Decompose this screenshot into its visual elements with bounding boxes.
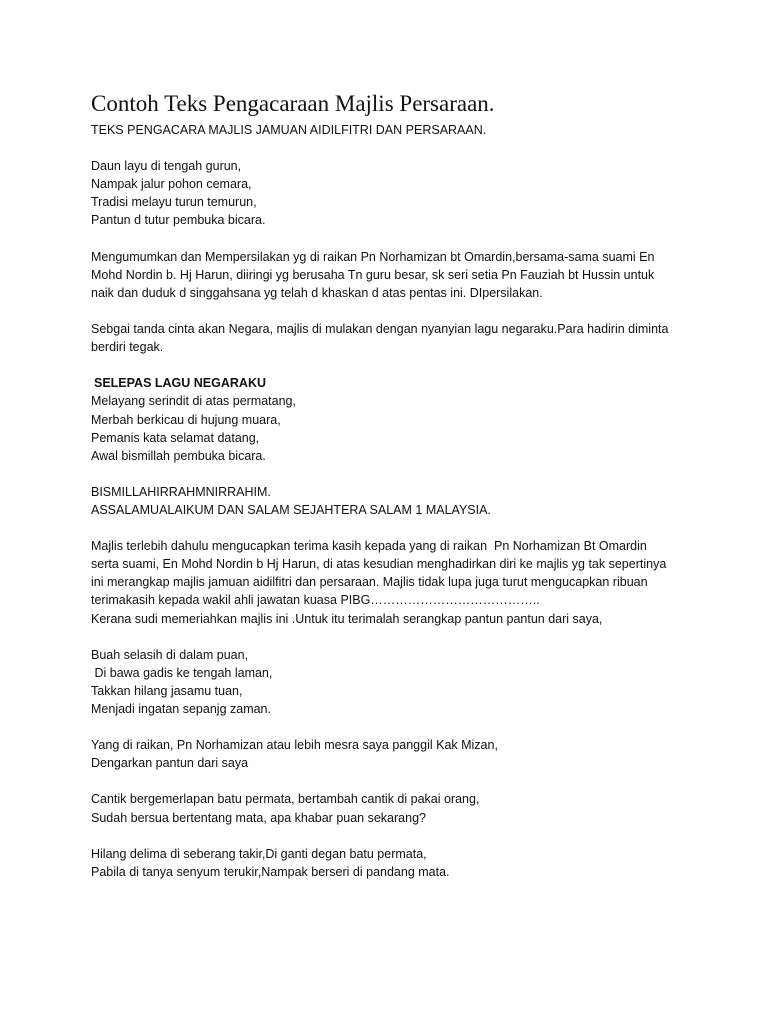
text-line: Mengumumkan dan Mempersilakan yg di raikan Pn Norhamizan bt Omardin,bersama-sama suami En <box>91 249 655 264</box>
text-line: Merbah berkicau di hujung muara, <box>91 412 281 427</box>
text-line: Majlis terlebih dahulu mengucapkan terima kasih kepada yang di raikan Pn Norhamizan Bt Omardin <box>91 539 647 554</box>
text-line: Pantun d tutur pembuka bicara. <box>91 213 266 228</box>
paragraph-gap <box>91 139 711 157</box>
text-line: Hilang delima di seberang takir,Di ganti degan batu permata, <box>91 846 427 861</box>
text-line: Menjadi ingatan sepanjg zaman. <box>91 702 271 716</box>
text-line: Buah selasih di dalam puan, <box>91 647 249 662</box>
text-line: terimakasih kepada wakil ahli jawatan kuasa PIBG………………………………….. <box>91 593 540 608</box>
text-line: Mohd Nordin b. Hj Harun, diiringi yg berusaha Tn guru besar, sk seri setia Pn Fauziah bt Hussin untuk <box>91 267 655 282</box>
section-heading: SELEPAS LAGU NEGARAKU <box>94 376 267 391</box>
paragraph-gap <box>91 772 711 790</box>
paragraph-gap <box>91 465 711 483</box>
text-line: Awal bismillah pembuka bicara. <box>91 448 266 463</box>
text-line: Sudah bersua bertentang mata, apa khabar puan sekarang? <box>91 810 426 825</box>
paragraph-gap <box>91 302 711 320</box>
paragraph-gap <box>91 628 711 646</box>
paragraph-gap <box>91 827 711 845</box>
text-line: Kerana sudi memeriahkan majlis ini .Untuk itu terimalah serangkap pantun pantun dari saya, <box>91 611 603 626</box>
text-line: ASSALAMUALAIKUM DAN SALAM SEJAHTERA SALAM 1 MALAYSIA. <box>91 502 491 517</box>
text-line: ini merangkap majlis jamuan aidilfitri dan persaraan. Majlis tidak lupa juga turut mengucapkan ribuan <box>91 575 648 590</box>
text-line: TEKS PENGACARA MAJLIS JAMUAN AIDILFITRI DAN PERSARAAN. <box>91 123 487 137</box>
text-line: Pabila di tanya senyum terukir,Nampak berseri di pandang mata. <box>91 864 450 879</box>
text-line: Takkan hilang jasamu tuan, <box>91 683 243 698</box>
text-line: Nampak jalur pohon cemara, <box>91 177 252 192</box>
paragraph-gap <box>91 230 711 248</box>
text-line: berdiri tegak. <box>91 340 164 355</box>
paragraph-gap <box>91 356 711 374</box>
document-body <box>91 121 711 881</box>
text-line: Dengarkan pantun dari saya <box>91 756 249 771</box>
text-line: Melayang serindit di atas permatang, <box>91 394 296 409</box>
text-line: Cantik bergemerlapan batu permata, bertambah cantik di pakai orang, <box>91 792 480 807</box>
text-line: Pemanis kata selamat datang, <box>91 430 260 445</box>
document-title: Contoh Teks Pengacaraan Majlis Persaraan. <box>91 91 495 116</box>
text-line: Tradisi melayu turun temurun, <box>91 195 257 210</box>
text-line: Yang di raikan, Pn Norhamizan atau lebih mesra saya panggil Kak Mizan, <box>91 738 498 753</box>
paragraph-gap <box>91 519 711 537</box>
text-line: Sebgai tanda cinta akan Negara, majlis di mulakan dengan nyanyian lagu negaraku.Para hadirin diminta <box>91 322 669 337</box>
text-line: Daun layu di tengah gurun, <box>91 159 242 174</box>
text-line: BISMILLAHIRRAHMNIRRAHIM. <box>91 484 271 499</box>
paragraph-gap <box>91 718 711 736</box>
text-line: serta suami, En Mohd Nordin b Hj Harun, di atas kesudian menghadirkan diri ke majlis yg tak sepertinya <box>91 557 667 572</box>
text-line: naik dan duduk d singgahsana yg telah d khaskan d atas pentas ini. DIpersilakan. <box>91 285 543 300</box>
text-line: Di bawa gadis ke tengah laman, <box>91 665 273 680</box>
